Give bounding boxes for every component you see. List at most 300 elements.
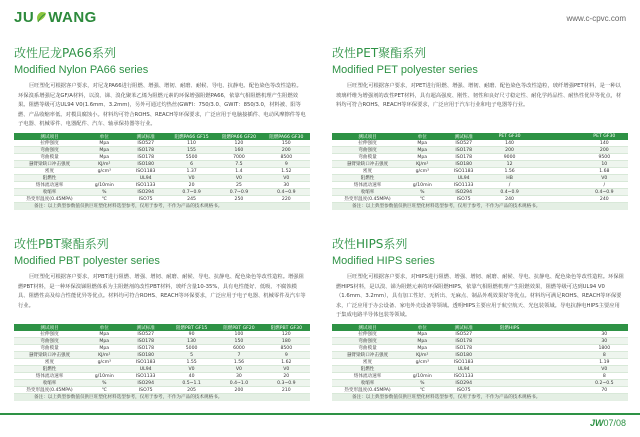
section-hips [332,237,628,401]
column-header [533,133,580,140]
table-row [14,345,310,352]
value-cell: ISO178 [442,338,486,345]
value-cell: ISO178 [124,147,168,154]
column-header: 阻燃PBT GF15 [168,324,215,331]
section-title-en: Modified HIPS series [332,255,435,267]
column-header: 阻燃PA66 GF30 [263,133,310,140]
value-cell: g/10min [85,182,123,189]
value-cell [486,387,533,394]
value-cell: 0.4~0.9 [263,189,310,196]
table-note: 备注：以上典型参数值仅供巨旺塑化材料选型参考，仅用于参考，不作为产品的技术规格书。 [14,394,310,401]
value-cell [486,352,533,359]
value-cell: 0.7~0.9 [215,189,262,196]
value-cell: 200 [486,147,533,154]
property-cell: 热变形温度(0.45MPA) [332,196,403,203]
footer-mark: JW [589,418,604,428]
value-cell: ISO178 [124,338,168,345]
column-header: 单位 [403,324,441,331]
table-row [332,366,628,373]
value-cell [533,182,580,189]
table-row [332,345,628,352]
value-cell: 6 [168,161,215,168]
value-cell: 7 [215,352,262,359]
value-cell: 140 [581,140,628,147]
value-cell: V0 [581,175,628,182]
property-cell: 阻燃性 [332,175,403,182]
table-row [332,147,628,154]
value-cell: ISO527 [124,331,168,338]
property-cell: 悬臂梁缺口冲击强度 [332,161,403,168]
value-cell: ISO178 [442,147,486,154]
footer-divider [0,413,640,415]
logo-text-left: JU [14,9,35,26]
section-pa66 [14,46,310,210]
value-cell: 90 [168,331,215,338]
value-cell: 7.5 [215,161,262,168]
value-cell: V0 [263,366,310,373]
value-cell: g/cm³ [403,168,441,175]
property-cell: 弯曲强度 [14,338,85,345]
value-cell: ISO1183 [442,168,486,175]
table-row [14,196,310,203]
spec-table [14,133,310,203]
value-cell: ISO75 [442,196,486,203]
table-row [332,189,628,196]
property-cell: 密度 [332,168,403,175]
section-description: 巨旺塑化可根据客户要求，对PET进行阻燃、增强、增韧、耐磨、配色染色等改性造粒，玻纤增强PET材料，是一种以玻璃纤维为增强剂的改性PET材料，具有超高强度、刚性、韧性和良好尺寸稳定性、耐化学药品性、耐热性优异等优点，材料均可符合ROHS、REACH等环保要求，广泛应用于汽车行业和电子电器等行业。 [336,83,622,108]
value-cell: ℃ [85,387,123,394]
property-cell: 悬臂梁缺口冲击强度 [14,352,85,359]
value-cell: 120 [215,140,262,147]
value-cell: 1.56 [486,168,533,175]
value-cell: ISO1183 [442,359,486,366]
section-title-zh: 改性尼龙PA66系列 [14,46,116,60]
value-cell [486,373,533,380]
value-cell: ISO178 [442,345,486,352]
value-cell: 1.4 [215,168,262,175]
leaf-icon [35,11,47,23]
value-cell: ISO75 [442,387,486,394]
table-row [332,168,628,175]
table-row [14,154,310,161]
table-row [14,359,310,366]
value-cell [533,338,580,345]
value-cell: 8 [581,373,628,380]
value-cell: ISO1183 [124,168,168,175]
value-cell [403,366,441,373]
table-row [14,373,310,380]
value-cell: 245 [168,196,215,203]
value-cell [486,366,533,373]
value-cell: ℃ [403,196,441,203]
property-cell: 弯曲模量 [332,345,403,352]
value-cell: 150 [215,338,262,345]
property-cell: 密度 [14,168,85,175]
value-cell: ISO178 [124,154,168,161]
value-cell: 240 [486,196,533,203]
value-cell: g/cm³ [85,168,123,175]
section-title-en: Modified PET polyester series [332,64,478,76]
table-row [332,338,628,345]
value-cell: 6000 [215,345,262,352]
column-header: 测试项目 [14,324,85,331]
value-cell: 140 [486,140,533,147]
property-cell: 熔体流动速率 [332,182,403,189]
value-cell: Mpa [403,331,441,338]
value-cell: 9500 [581,154,628,161]
value-cell: KJ/m² [85,352,123,359]
value-cell: ISO294 [442,380,486,387]
section-description: 巨旺塑化可根据客户要求，对PBT进行阻燃、增强、增韧、耐磨、耐候、导电、抗静电、配色染色等改性造粒。增强阻燃PBT材料，是一种环保溴锑阻燃体系为主阻燃剂的改性PBT材料，玻纤含量10-35%，具有电性能好、低吸、不腐蚀模具、阻燃性高及综合性能优异等优点。材料均可符合ROHS、REACH等环保要求，广泛应用于电子电器、机械零件及汽车等行业。 [18,274,306,309]
value-cell: / [581,182,628,189]
value-cell: 210 [263,387,310,394]
value-cell: 5500 [168,154,215,161]
value-cell: 155 [168,147,215,154]
value-cell: ISO294 [124,380,168,387]
spec-table [332,133,628,203]
value-cell: ISO527 [442,331,486,338]
website-url[interactable]: www.c-cpvc.com [566,14,626,23]
value-cell [533,345,580,352]
value-cell: 100 [215,331,262,338]
value-cell: Mpa [85,147,123,154]
value-cell: 240 [581,196,628,203]
column-header: 单位 [403,133,441,140]
value-cell: ℃ [85,196,123,203]
table-row [14,387,310,394]
brand-logo [14,9,97,26]
table-row [14,366,310,373]
value-cell: UL94 [442,366,486,373]
table-row [332,196,628,203]
property-cell: 悬臂梁缺口冲击强度 [14,161,85,168]
value-cell [533,373,580,380]
page-numbers: 07/08 [603,418,626,428]
property-cell: 密度 [14,359,85,366]
value-cell: % [85,380,123,387]
value-cell: ISO178 [124,345,168,352]
value-cell [533,154,580,161]
section-title-zh: 改性HIPS系列 [332,237,408,251]
section-title-en: Modified Nylon PA66 series [14,64,149,76]
column-header [533,324,580,331]
table-row [14,175,310,182]
value-cell: 1.56 [215,359,262,366]
value-cell: ISO178 [442,154,486,161]
column-header: 单位 [85,133,123,140]
value-cell: 200 [581,147,628,154]
value-cell: 0.4~1.0 [215,380,262,387]
value-cell: HB [486,175,533,182]
property-cell: 热变形温度(0.45MPA) [14,196,85,203]
value-cell: 180 [263,338,310,345]
value-cell [533,175,580,182]
column-header: 测试标准 [442,324,486,331]
value-cell [533,352,580,359]
table-row [14,168,310,175]
value-cell: ISO294 [442,189,486,196]
value-cell: Mpa [403,140,441,147]
value-cell: 9 [263,161,310,168]
value-cell: ℃ [403,387,441,394]
value-cell: 0.5~1.1 [168,380,215,387]
value-cell: KJ/m² [85,161,123,168]
value-cell: 10 [581,161,628,168]
column-header: 阻燃PA66 GF15 [168,133,215,140]
column-header: 测试标准 [124,133,168,140]
table-note: 备注：以上典型参数值仅供巨旺塑化材料选型参考，仅用于参考，不作为产品的技术规格书。 [14,203,310,210]
property-cell: 阻燃性 [14,366,85,373]
value-cell: ISO527 [442,140,486,147]
value-cell: 0.3~0.9 [263,380,310,387]
value-cell: 0.4~0.9 [581,189,628,196]
column-header: 测试项目 [332,133,403,140]
value-cell [486,338,533,345]
value-cell: ISO180 [442,352,486,359]
value-cell: 5000 [168,345,215,352]
value-cell: 1.37 [168,168,215,175]
value-cell: ISO180 [124,352,168,359]
value-cell: 30 [581,338,628,345]
value-cell [85,175,123,182]
value-cell: 110 [168,140,215,147]
value-cell: Mpa [85,140,123,147]
value-cell: ISO180 [124,161,168,168]
value-cell: Mpa [403,345,441,352]
value-cell: V0 [168,366,215,373]
value-cell: 5 [168,352,215,359]
column-header: PET GF30 [486,133,533,140]
value-cell: ISO1183 [124,359,168,366]
value-cell: g/10min [85,373,123,380]
value-cell [533,147,580,154]
value-cell [533,161,580,168]
value-cell: 205 [168,387,215,394]
value-cell [533,189,580,196]
logo-text-right: WANG [48,9,97,26]
value-cell: 9000 [486,154,533,161]
column-header: 测试项目 [14,133,85,140]
value-cell: V0 [215,366,262,373]
value-cell: ISO1133 [442,373,486,380]
column-header: 测试标准 [124,324,168,331]
value-cell [533,366,580,373]
property-cell: 弯曲模量 [332,154,403,161]
property-cell: 收缩率 [332,189,403,196]
property-cell: 熔体流动速率 [332,373,403,380]
value-cell [403,175,441,182]
value-cell: 20 [263,373,310,380]
table-row [332,373,628,380]
value-cell: 120 [263,331,310,338]
value-cell: 0.2~0.5 [581,380,628,387]
value-cell: 200 [215,387,262,394]
table-row [332,380,628,387]
value-cell: ISO75 [124,387,168,394]
value-cell: 1800 [581,345,628,352]
value-cell: Mpa [85,345,123,352]
spec-table [14,324,310,394]
value-cell: V0 [263,175,310,182]
table-note: 备注：以上典型参数值仅供巨旺塑化材料选型参考，仅用于参考，不作为产品的技术规格书。 [332,394,628,401]
section-description: 巨旺塑化可根据客户要求，对尼龙PA66进行阻燃、增强、增韧、耐磨、耐候、导电、抗静电、配色染色等改性造粒。环保溴系增强尼龙GF/A材料，以溴、锑、溴化聚苯乙烯为阻燃元素的环保增强阻燃PA66，依靠气相阻燃机理产生阻燃效果。阻燃等级可达UL94 V0(1.6mm、3.2mm)，另外可通过灼热丝(GWFI：750/3.0、GWIT：850/3.0，材料被、阳等燃、产品收缩率低、对模具腐蚀小。材料均可符合ROHS、REACH等环保要求，广泛应用于电脑接插件、电动风摩擦件等电子电器、机械零件、电器配件、汽车、轴承保持器等行业。 [18,83,306,127]
property-cell: 悬臂梁缺口冲击强度 [332,352,403,359]
value-cell: 25 [215,182,262,189]
value-cell: % [403,380,441,387]
value-cell [486,345,533,352]
value-cell: 160 [215,147,262,154]
column-header [581,324,628,331]
value-cell [533,380,580,387]
value-cell: g/cm³ [403,359,441,366]
value-cell: 1.62 [263,359,310,366]
value-cell: 70 [581,387,628,394]
table-row [14,380,310,387]
value-cell: UL94 [124,366,168,373]
property-cell: 阻燃性 [14,175,85,182]
column-header: 单位 [85,324,123,331]
page-header [0,0,640,40]
value-cell: 1.19 [581,359,628,366]
table-row [332,352,628,359]
value-cell: Mpa [403,147,441,154]
value-cell [533,196,580,203]
value-cell: 9 [263,352,310,359]
table-row [332,359,628,366]
table-row [332,154,628,161]
spec-table [332,324,628,394]
property-cell: 密度 [332,359,403,366]
value-cell: V0 [581,366,628,373]
section-pbt [14,237,310,401]
value-cell: 1.55 [168,359,215,366]
value-cell: V0 [215,175,262,182]
table-row [332,175,628,182]
property-cell: 弯曲模量 [14,154,85,161]
column-header: 测试标准 [442,133,486,140]
column-header: 阻燃HIPS [486,324,533,331]
value-cell: UL94 [442,175,486,182]
column-header: PET GF30 [581,133,628,140]
value-cell: / [486,182,533,189]
value-cell: 7000 [215,154,262,161]
table-row [14,352,310,359]
value-cell: 130 [168,338,215,345]
value-cell: Mpa [403,154,441,161]
column-header: 阻燃PBT GF20 [215,324,262,331]
value-cell: 0.7~0.9 [168,189,215,196]
table-row [332,182,628,189]
value-cell: g/10min [403,182,441,189]
value-cell: KJ/m² [403,161,441,168]
column-header: 阻燃PA66 GF20 [215,133,262,140]
section-title-zh: 改性PET聚酯系列 [332,46,427,60]
value-cell: Mpa [85,154,123,161]
property-cell: 收缩率 [14,380,85,387]
value-cell: 150 [263,140,310,147]
table-row [332,387,628,394]
column-header: 阻燃PBT GF30 [263,324,310,331]
table-row [14,189,310,196]
value-cell: 250 [215,196,262,203]
value-cell: ISO294 [124,189,168,196]
property-cell: 弯曲强度 [14,147,85,154]
page-number [590,418,626,428]
value-cell: Mpa [85,338,123,345]
table-row [14,338,310,345]
value-cell: 30 [263,182,310,189]
section-pet [332,46,628,210]
value-cell: 1.68 [581,168,628,175]
value-cell [533,168,580,175]
value-cell: ISO1133 [442,182,486,189]
property-cell: 拉伸强度 [14,140,85,147]
value-cell: ISO527 [124,140,168,147]
value-cell [486,359,533,366]
value-cell: 30 [215,373,262,380]
table-row [14,147,310,154]
property-cell: 弯曲强度 [332,338,403,345]
property-cell: 熔体流动速率 [14,182,85,189]
section-title-zh: 改性PBT聚酯系列 [14,237,109,251]
value-cell: Mpa [85,331,123,338]
value-cell: Mpa [403,338,441,345]
section-title-en: Modified PBT polyester series [14,255,160,267]
property-cell: 弯曲强度 [332,147,403,154]
property-cell: 弯曲模量 [14,345,85,352]
property-cell: 收缩率 [332,380,403,387]
property-cell: 拉伸强度 [14,331,85,338]
value-cell: 20 [168,182,215,189]
value-cell: KJ/m² [403,352,441,359]
property-cell: 热变形温度(0.45MPA) [14,387,85,394]
value-cell: g/10min [403,373,441,380]
property-cell: 拉伸强度 [332,140,403,147]
value-cell: 40 [168,373,215,380]
property-cell: 收缩率 [14,189,85,196]
value-cell: 8 [581,352,628,359]
section-description: 巨旺塑化可根据客户要求，对HIPS进行阻燃、增强、增韧、耐磨、耐候、导电、抗静电、配色染色等改性造粒。环保阻燃HIPS材料，是以溴、锑为阻燃元素的环保阻燃HIPS，依靠气相阻燃机理产生阻燃效果，阻燃等级可达到UL94 V0（1.6mm、3.2mm），具有加工性好、无析出、无麻点、制品外观效果好等优点。材料均可满足ROHS、REACH等环保要求，广泛应用于办公设备、家电外壳设备等领域。透明HIPS主要应用于航空航天、光包装领域。导电抗静电HIPS主要应用于集成电路半导体包装等领域。 [336,274,624,318]
value-cell: % [85,189,123,196]
value-cell [533,387,580,394]
property-cell: 热变形温度(0.45MPA) [332,387,403,394]
value-cell: 0.4~0.9 [486,189,533,196]
value-cell: UL94 [124,175,168,182]
value-cell: 12 [486,161,533,168]
value-cell [486,380,533,387]
value-cell: 8500 [263,154,310,161]
value-cell: 220 [263,196,310,203]
value-cell: ISO180 [442,161,486,168]
table-row [14,161,310,168]
value-cell: ISO1133 [124,182,168,189]
property-cell: 阻燃性 [332,366,403,373]
value-cell [533,359,580,366]
property-cell: 熔体流动速率 [14,373,85,380]
value-cell: 30 [581,331,628,338]
value-cell: V0 [168,175,215,182]
value-cell: 8500 [263,345,310,352]
table-row [14,182,310,189]
table-note: 备注：以上典型参数值仅供巨旺塑化材料选型参考，仅用于参考，不作为产品的技术规格书。 [332,203,628,210]
value-cell: ISO75 [124,196,168,203]
value-cell: ISO1133 [124,373,168,380]
value-cell: % [403,189,441,196]
property-cell: 拉伸强度 [332,331,403,338]
column-header: 测试项目 [332,324,403,331]
value-cell: g/cm³ [85,359,123,366]
value-cell: 200 [263,147,310,154]
